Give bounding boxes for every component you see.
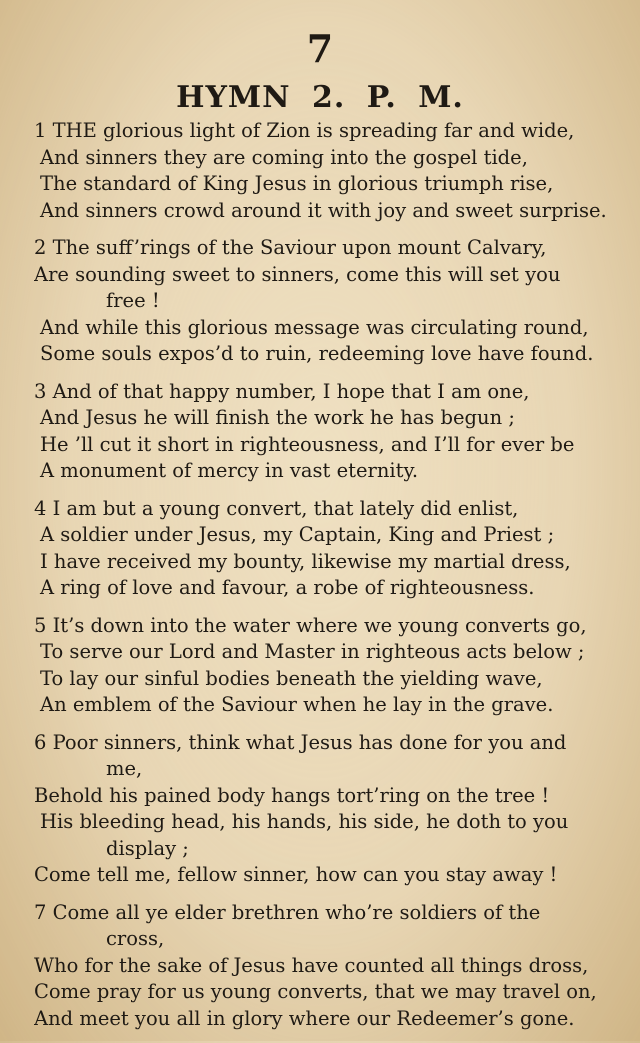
verse-line: Who for the sake of Jesus have counted all things dross, <box>34 953 589 977</box>
verse-line: Behold his pained body hangs tort’ring on the tree ! <box>34 783 550 807</box>
stanza-2 <box>34 235 634 368</box>
verse-line: To serve our Lord and Master in righteous acts below ; <box>40 640 585 663</box>
verse-line: And Jesus he will finish the work he has begun ; <box>40 406 515 429</box>
verse-line: And meet you all in glory where our Redeemer’s gone. <box>34 1006 575 1030</box>
stanza-6 <box>34 730 634 889</box>
stanza-5 <box>34 613 634 719</box>
verse-line-continuation: display ; <box>106 836 189 860</box>
verse-line: Come pray for us young converts, that we may travel on, <box>34 980 597 1003</box>
verse-line: 7 Come all ye elder brethren who’re soldiers of the <box>34 900 541 924</box>
verse-line: He ’ll cut it short in righteousness, and I’ll for ever be <box>40 432 575 456</box>
verse-line: To lay our sinful bodies beneath the yielding wave, <box>40 666 543 690</box>
verse-line: I have received my bounty, likewise my martial dress, <box>40 549 571 573</box>
verse-line: 3 And of that happy number, I hope that I am one, <box>34 379 530 403</box>
verse-line: A soldier under Jesus, my Captain, King and Priest ; <box>40 523 555 546</box>
verse-line: His bleeding head, his hands, his side, he doth to you <box>40 810 569 833</box>
verse-line: An emblem of the Saviour when he lay in the grave. <box>40 693 554 716</box>
stanza-4 <box>34 496 634 602</box>
verse-line: 5 It’s down into the water where we young converts go, <box>34 613 587 637</box>
verse-line: 6 Poor sinners, think what Jesus has done for you and <box>34 730 567 754</box>
verse-line: And sinners they are coming into the gospel tide, <box>40 145 528 169</box>
verse-line: A ring of love and favour, a robe of righteousness. <box>40 576 535 599</box>
verse-line: Are sounding sweet to sinners, come this will set you <box>34 262 561 286</box>
verse-line: 1 THE glorious light of Zion is spreading far and wide, <box>34 119 575 142</box>
stanza-3 <box>34 379 634 485</box>
verse-line: And sinners crowd around it with joy and sweet surprise. <box>40 198 607 222</box>
verse-line: The standard of King Jesus in glorious triumph rise, <box>40 172 554 195</box>
verse-line: And while this glorious message was circulating round, <box>40 315 589 339</box>
verse-line: 2 The suff’rings of the Saviour upon mount Calvary, <box>34 236 547 259</box>
stanza-1 <box>34 118 634 224</box>
stanza-7 <box>34 900 634 1033</box>
verse-line-continuation: me, <box>106 757 143 780</box>
verse-line: Come tell me, fellow sinner, how can you stay away ! <box>34 863 558 886</box>
verse-line-continuation: cross, <box>106 927 165 950</box>
verse-line: 4 I am but a young convert, that lately did enlist, <box>34 496 519 520</box>
verse-line: Some souls expos’d to ruin, redeeming love have found. <box>40 342 594 365</box>
hymn-title: HYMN 2. P. M. <box>176 80 464 115</box>
verse-line: A monument of mercy in vast eternity. <box>40 459 419 482</box>
verse-line-continuation: free ! <box>106 289 160 312</box>
hymn-body <box>34 118 634 1043</box>
page-number: 7 <box>306 26 334 71</box>
